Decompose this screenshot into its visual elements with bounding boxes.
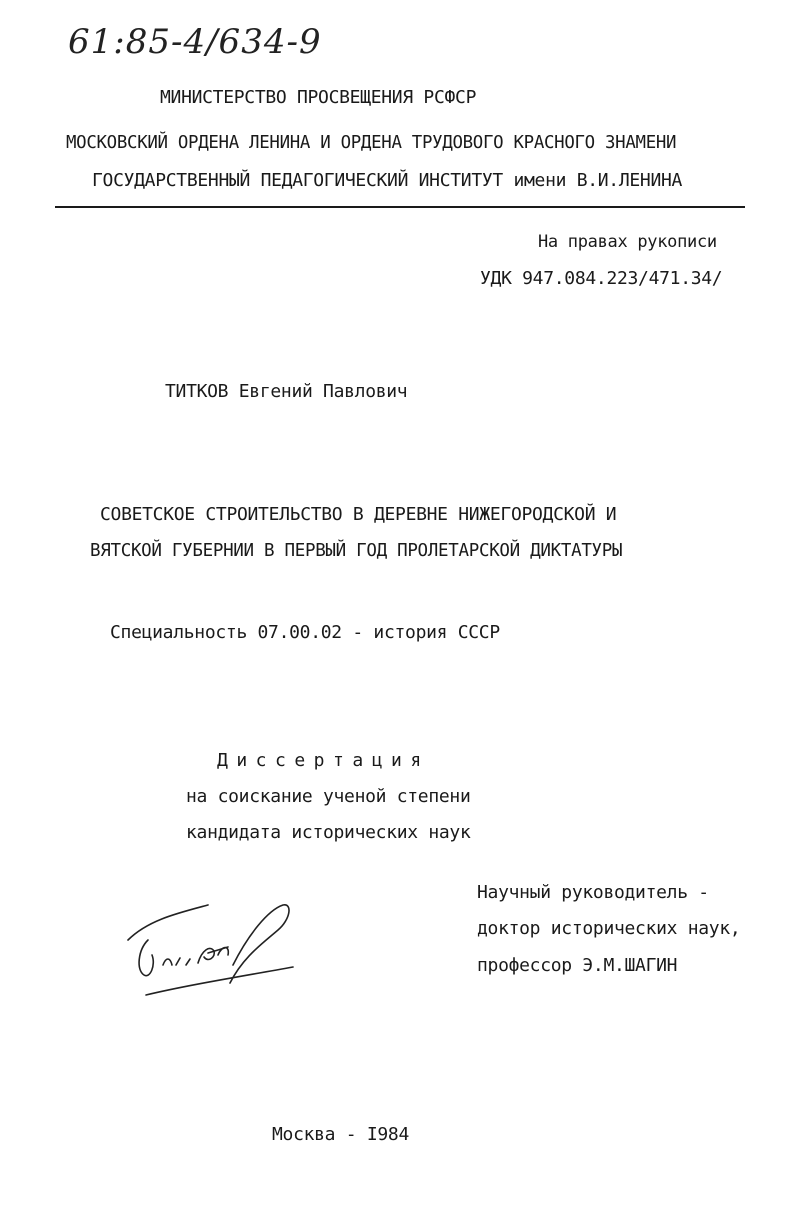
dissertation-degree-line1: на соискание ученой степени [186,786,471,807]
archive-mark: 61:85-4/634-9 [68,22,322,62]
supervisor-role: Научный руководитель - [477,882,709,903]
header-divider [55,206,745,208]
author-signature [118,895,318,1010]
udc-code: УДК 947.084.223/471.34/ [480,268,723,289]
institute-name-line2: ГОСУДАРСТВЕННЫЙ ПЕДАГОГИЧЕСКИЙ ИНСТИТУТ имени В.И.ЛЕНИНА [92,170,683,191]
ministry-name: МИНИСТЕРСТВО ПРОСВЕЩЕНИЯ РСФСР [160,87,477,108]
dissertation-degree-line2: кандидата исторических наук [186,822,471,843]
institute-name-line1: МОСКОВСКИЙ ОРДЕНА ЛЕНИНА И ОРДЕНА ТРУДОВОГО КРАСНОГО ЗНАМЕНИ [66,133,677,153]
supervisor-name: профессор Э.М.ШАГИН [477,955,678,976]
supervisor-degree: доктор исторических наук, [477,918,741,939]
specialty: Специальность 07.00.02 - история СССР [110,622,500,643]
place-and-year: Москва - I984 [272,1124,409,1145]
manuscript-rights: На правах рукописи [538,232,717,252]
author-name: ТИТКОВ Евгений Павлович [165,381,408,402]
dissertation-heading: Диссертация [217,750,430,771]
thesis-title-line2: ВЯТСКОЙ ГУБЕРНИИ В ПЕРВЫЙ ГОД ПРОЛЕТАРСКОЙ ДИКТАТУРЫ [90,541,623,561]
thesis-title-line1: СОВЕТСКОЕ СТРОИТЕЛЬСТВО В ДЕРЕВНЕ НИЖЕГОРОДСКОЙ И [100,504,617,525]
